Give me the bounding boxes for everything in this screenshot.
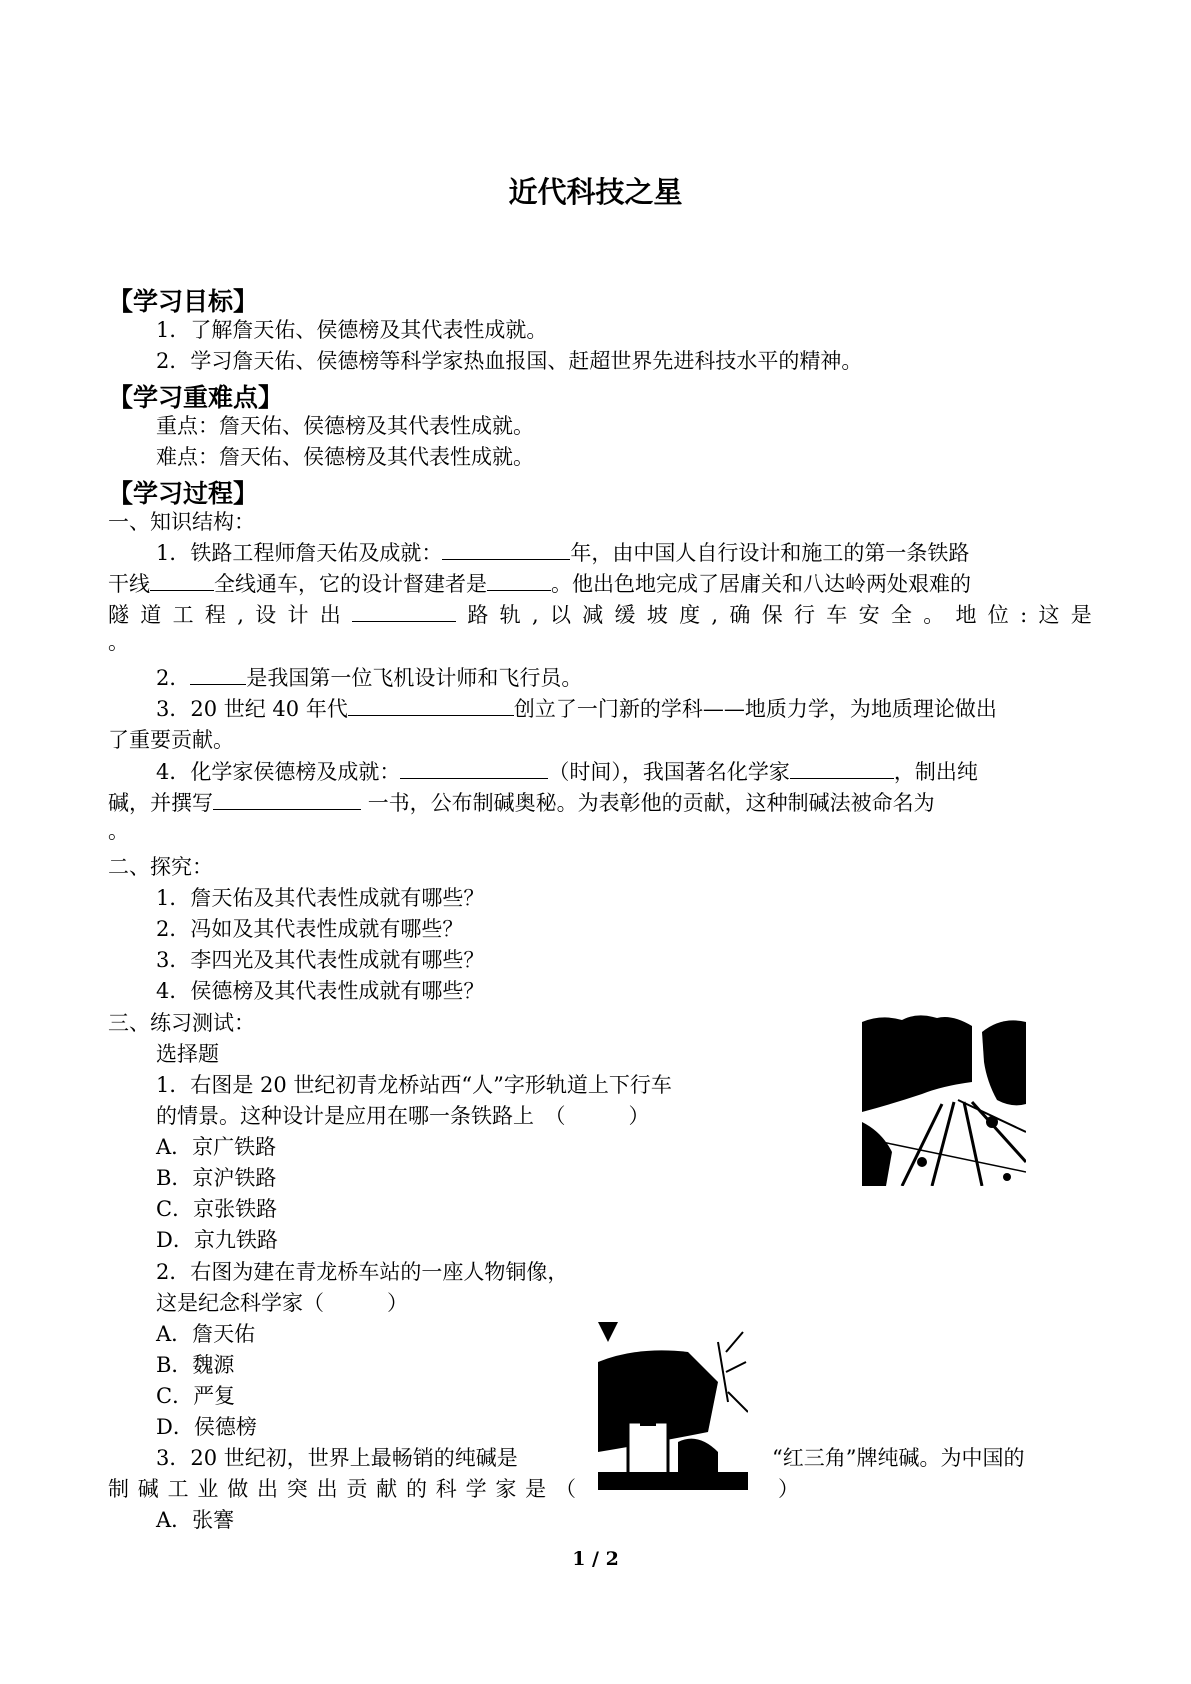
practice-q1-option-d: D．京九铁路	[156, 1228, 278, 1252]
practice-heading: 三、练习测试：	[108, 1011, 255, 1035]
knowledge-q3-line2: 了重要贡献。	[108, 728, 234, 752]
page-title: 近代科技之星	[508, 175, 683, 209]
practice-q3-line2-left: 制 碱 工 业 做 出 突 出 贡 献 的 科 学 家 是 （	[108, 1477, 576, 1501]
knowledge-q2: 2． 是我国第一位飞机设计师和飞行员。	[156, 666, 583, 690]
explore-item: 3．李四光及其代表性成就有哪些？	[156, 948, 485, 972]
practice-q2-line1: 2．右图为建在青龙桥车站的一座人物铜像，	[156, 1260, 569, 1284]
blank-q1-year	[442, 539, 570, 560]
knowledge-q4-line2: 碱，并撰写 一书，公布制碱奥秘。为表彰他的贡献，这种制碱法被命名为	[108, 791, 935, 815]
practice-q2-line2: 这是纪念科学家（ ）	[156, 1291, 408, 1315]
practice-q1-line2: 的情景。这种设计是应用在哪一条铁路上 （ ）	[156, 1104, 650, 1128]
practice-type: 选择题	[156, 1042, 219, 1066]
explore-heading: 二、探究：	[108, 855, 213, 879]
practice-q2-option-d: D．侯德榜	[156, 1415, 257, 1439]
practice-q1-option-a: A．京广铁路	[156, 1135, 277, 1159]
page-number: 1 / 2	[572, 1548, 619, 1570]
key-difficulty: 难点：詹天佑、侯德榜及其代表性成就。	[156, 445, 534, 469]
practice-q2-option-c: C．严复	[156, 1384, 236, 1408]
practice-q3-line1-right: “红三角”牌纯碱。为中国的	[772, 1446, 1025, 1470]
explore-item: 1．詹天佑及其代表性成就有哪些？	[156, 886, 485, 910]
explore-item: 2．冯如及其代表性成就有哪些？	[156, 917, 464, 941]
knowledge-q1-line1: 1．铁路工程师詹天佑及成就： 年，由中国人自行设计和施工的第一条铁路	[156, 541, 970, 565]
practice-q1-option-c: C．京张铁路	[156, 1197, 278, 1221]
knowledge-q4-end: 。	[108, 819, 129, 843]
railway-photo	[862, 1012, 1026, 1186]
practice-q2-option-a: A．詹天佑	[156, 1322, 256, 1346]
practice-q2-option-b: B．魏源	[156, 1353, 235, 1377]
practice-q1-option-b: B．京沪铁路	[156, 1166, 277, 1190]
practice-q3-line1-left: 3．20 世纪初，世界上最畅销的纯碱是	[156, 1446, 518, 1470]
statue-photo	[598, 1322, 748, 1490]
blank-q4-book	[213, 789, 361, 810]
knowledge-q1-end: 。	[108, 630, 129, 654]
goal-1: 1．了解詹天佑、侯德榜及其代表性成就。	[156, 318, 548, 342]
knowledge-q3-line1: 3．20 世纪 40 年代 创立了一门新的学科——地质力学，为地质理论做出	[156, 697, 997, 721]
goal-2: 2．学习詹天佑、侯德榜等科学家热血报国、赶超世界先进科技水平的精神。	[156, 349, 863, 373]
knowledge-q4-line1: 4．化学家侯德榜及成就： （时间），我国著名化学家 ，制出纯	[156, 760, 978, 784]
blank-q2-name	[190, 664, 246, 685]
knowledge-q1-line2: 干线 全线通车，它的设计督建者是 。他出色地完成了居庸关和八达岭两处艰难的	[108, 572, 971, 596]
blank-q1-line	[150, 570, 214, 591]
practice-q1-line1: 1．右图是 20 世纪初青龙桥站西“人”字形轨道上下行车	[156, 1073, 672, 1097]
knowledge-q1-line3: 隧 道 工 程 , 设 计 出 路 轨 , 以 减 缓 坡 度 , 确 保 行 车 安 全 。 地 位 : 这 是	[108, 603, 1092, 627]
blank-q1-track	[352, 601, 456, 622]
blank-q1-designer	[487, 570, 551, 591]
section-heading-key-points: 【学习重难点】	[108, 383, 284, 412]
knowledge-heading: 一、知识结构：	[108, 510, 255, 534]
explore-item: 4．侯德榜及其代表性成就有哪些？	[156, 979, 485, 1003]
practice-q3-option-a: A．张謇	[156, 1508, 235, 1532]
section-heading-goals: 【学习目标】	[108, 287, 259, 316]
key-focus: 重点：詹天佑、侯德榜及其代表性成就。	[156, 414, 534, 438]
blank-q4-chemist	[790, 758, 894, 779]
section-heading-process: 【学习过程】	[108, 479, 259, 508]
blank-q4-time	[400, 758, 548, 779]
blank-q3-name	[348, 695, 514, 716]
practice-q3-line2-right: ）	[778, 1477, 799, 1501]
